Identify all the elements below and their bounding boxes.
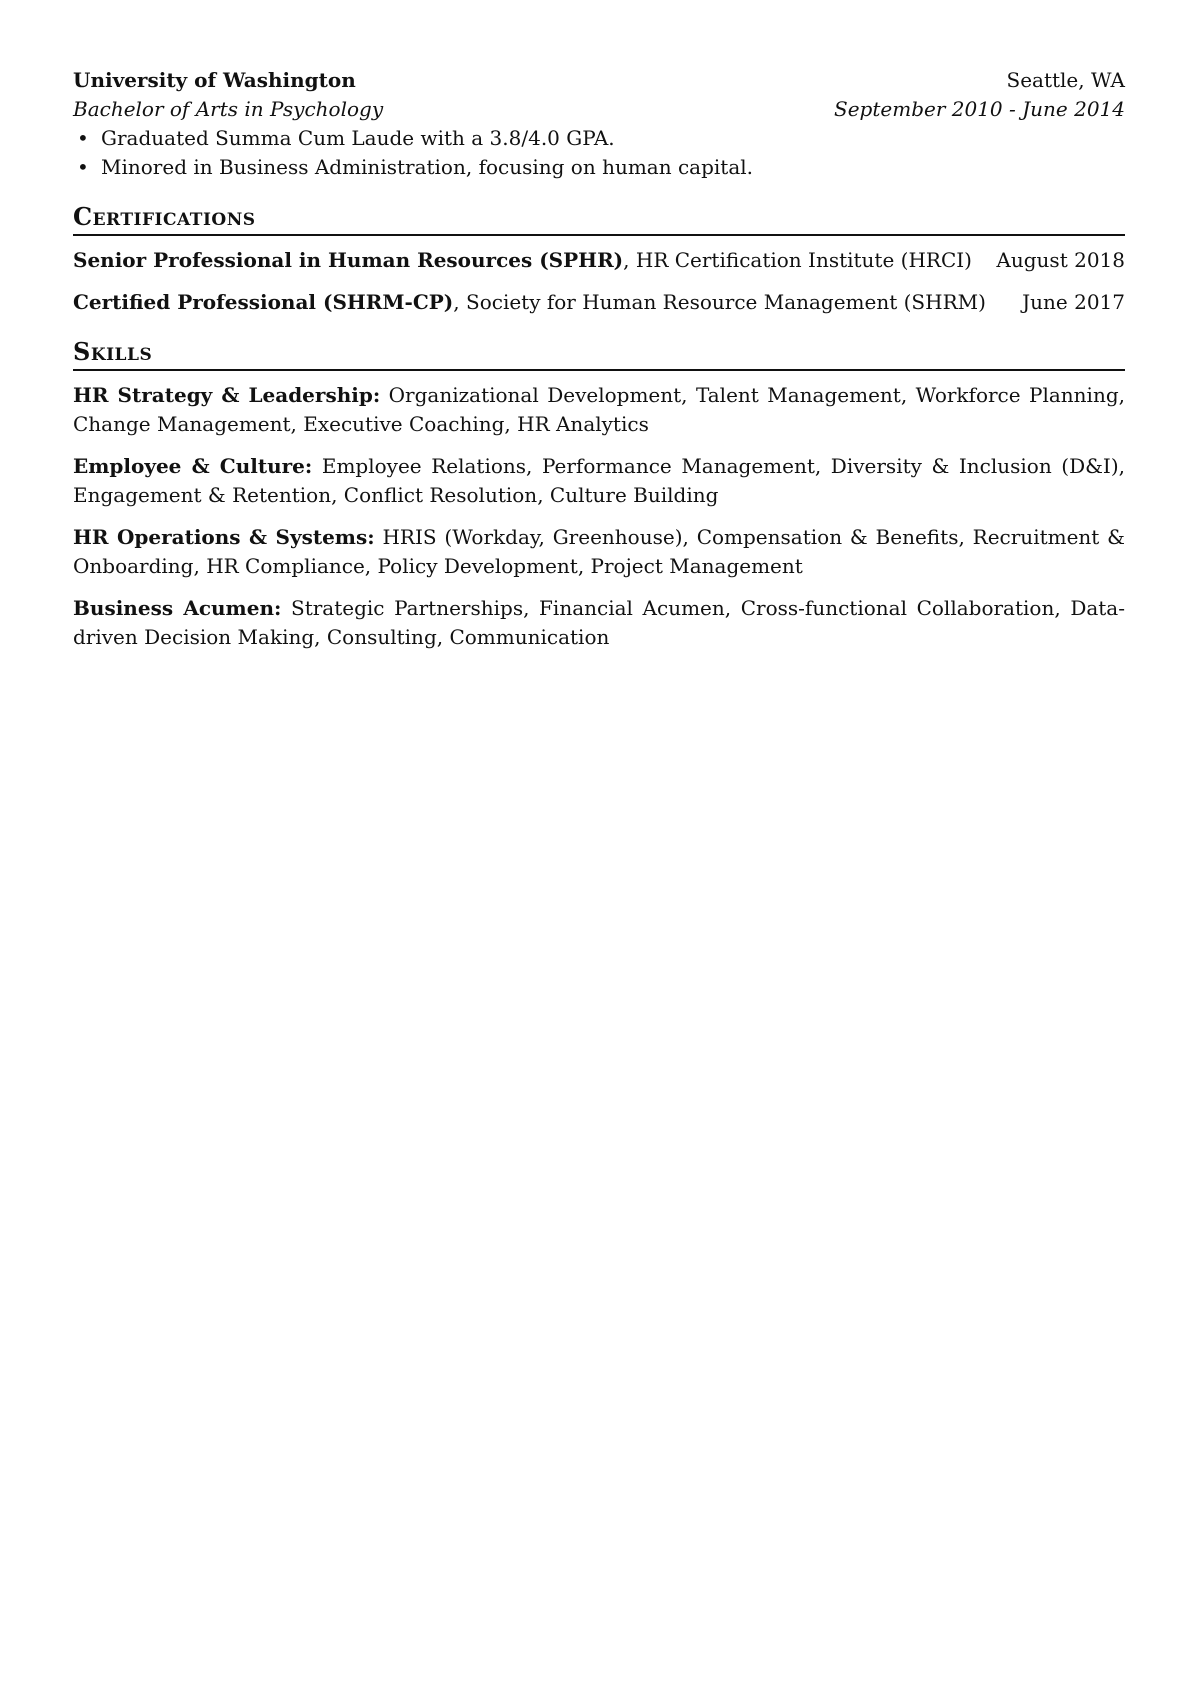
certification-item (73, 288, 1125, 317)
skill-group-label: Business Acumen: (73, 596, 282, 620)
school-name: University of Washington (73, 68, 356, 92)
education-bullet: • Graduated Summa Cum Laude with a 3.8/4.0 GPA. (73, 124, 1125, 153)
certifications-section (73, 202, 1125, 317)
skill-group (73, 452, 1125, 510)
certification-text (73, 246, 972, 275)
certifications-heading: Certifications (73, 202, 1125, 236)
skill-group-list: HRIS (Workday, Greenhouse), Compensation & Benefits, Recruitment & Onboarding, HR Compliance, Policy Development, Project Management (73, 525, 1125, 578)
education-header-row (73, 66, 1125, 95)
school-location: Seattle, WA (1006, 68, 1125, 92)
certification-issuer: , Society for Human Resource Management (SHRM) (453, 290, 986, 314)
skills-section (73, 337, 1125, 652)
skill-group-label: Employee & Culture: (73, 454, 313, 478)
resume-page (73, 66, 1125, 665)
degree-title: Bachelor of Arts in Psychology (73, 97, 384, 121)
education-dates: September 2010 - June 2014 (834, 97, 1125, 121)
education-degree-row (73, 95, 1125, 124)
skill-group-list: Strategic Partnerships, Financial Acumen, Cross-functional Collaboration, Data-driven Decision Making, Consulting, Communication (73, 596, 1125, 649)
skill-group-label: HR Operations & Systems: (73, 525, 375, 549)
skill-group-label: HR Strategy & Leadership: (73, 383, 381, 407)
skill-group-list: Organizational Development, Talent Management, Workforce Planning, Change Management, Executive Coaching, HR Analytics (73, 383, 1125, 436)
skill-group-list: Employee Relations, Performance Management, Diversity & Inclusion (D&I), Engagement & Retention, Conflict Resolution, Culture Building (73, 454, 1125, 507)
education-bullet: • Minored in Business Administration, focusing on human capital. (73, 153, 1125, 182)
certification-name: Senior Professional in Human Resources (SPHR) (73, 248, 624, 272)
certification-name: Certified Professional (SHRM-CP) (73, 290, 454, 314)
certification-date: August 2018 (996, 248, 1125, 272)
certification-issuer: , HR Certification Institute (HRCI) (623, 248, 972, 272)
certification-date: June 2017 (1022, 290, 1125, 314)
skill-group (73, 594, 1125, 652)
certification-item (73, 246, 1125, 275)
certification-text (73, 288, 986, 317)
skills-heading: Skills (73, 337, 1125, 371)
skill-group (73, 381, 1125, 439)
education-entry (73, 66, 1125, 182)
education-bullets (73, 124, 1125, 182)
skill-group (73, 523, 1125, 581)
